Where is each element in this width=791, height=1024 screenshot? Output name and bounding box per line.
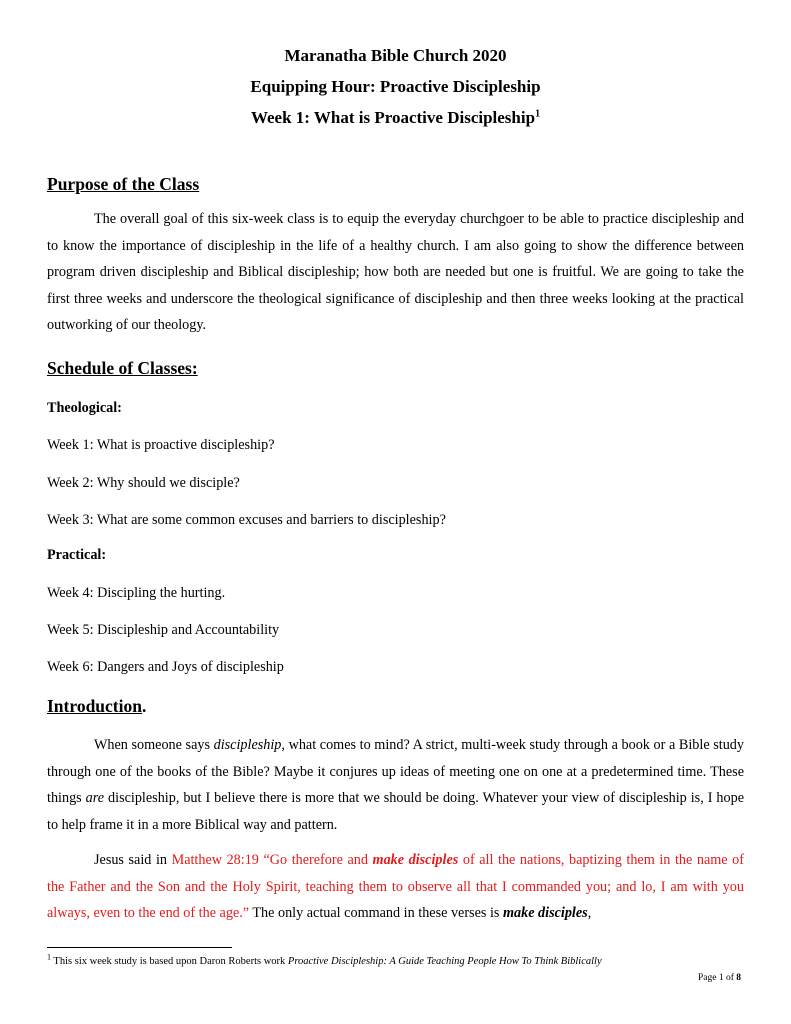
page-number-current: 1 <box>718 973 724 983</box>
page-number-separator: of <box>723 973 737 983</box>
introduction-paragraph-1 <box>47 732 744 838</box>
intro-p1-emphasis-are: are <box>85 790 105 806</box>
schedule-week-4: Week 4: Discipling the hurting. <box>47 585 226 601</box>
scripture-quote-emphasis: make disciples <box>372 852 459 868</box>
intro-p1-text-b: , what comes to mind? A strict, multi-week study through a book or a Bible study through one of the books of the Bible? Maybe it conjures up ideas of meeting one on one at a predetermined time. These things <box>47 737 744 806</box>
intro-p2-emphasis-make-disciples: make disciples <box>502 905 588 921</box>
practical-label: Practical: <box>47 547 107 563</box>
schedule-week-6: Week 6: Dangers and Joys of discipleship <box>47 659 284 675</box>
intro-p1-emphasis-discipleship: discipleship <box>213 737 282 753</box>
footnote <box>47 952 602 967</box>
page-number-total: 8 <box>736 973 741 983</box>
schedule-heading: Schedule of Classes: <box>47 358 198 378</box>
intro-p2-text-b: The only actual command in these verses is <box>249 905 503 921</box>
footnote-ref: 1 <box>535 108 541 120</box>
scripture-quote-part-1: Matthew 28:19 “Go therefore and <box>171 852 373 868</box>
series-title: Equipping Hour: Proactive Discipleship <box>250 77 541 96</box>
week-title-text: Week 1: What is Proactive Discipleship <box>250 108 536 127</box>
page-number-prefix: Page <box>697 973 719 983</box>
purpose-paragraph <box>47 206 744 339</box>
purpose-text: The overall goal of this six-week class is to equip the everyday churchgoer to be able to practice discipleship and to know the importance of discipleship in the life of a healthy church. I am also going to show the difference between program driven discipleship and Biblical discipleship; how both are needed but one is fruitful. We are going to take the first three weeks and underscore the theological significance of discipleship and then three weeks looking at the practical outworking of our theology. <box>47 211 744 333</box>
scripture-quote-part-2: of all the nations, baptizing them in the name of the Father and the Son and the Holy Spirit, teaching them to observe all that I commanded you; and lo, I am with you always, even to the end of the age.” <box>47 852 744 921</box>
page-number <box>698 973 741 983</box>
introduction-heading-text: Introduction <box>47 696 142 716</box>
footnote-book-title: Proactive Discipleship: A Guide Teaching People How To Think Biblically <box>287 956 602 967</box>
introduction-heading-suffix: . <box>141 696 147 716</box>
intro-p2-text-a: Jesus said in <box>94 852 172 868</box>
intro-p2-text-c: , <box>587 905 592 921</box>
theological-label: Theological: <box>47 400 122 416</box>
purpose-heading: Purpose of the Class <box>47 174 200 194</box>
intro-p1-text-a: When someone says <box>94 737 214 753</box>
schedule-week-2: Week 2: Why should we disciple? <box>47 475 240 491</box>
schedule-week-3: Week 3: What are some common excuses and barriers to discipleship? <box>47 512 446 528</box>
schedule-week-1: Week 1: What is proactive discipleship? <box>47 437 275 453</box>
week-title <box>0 102 791 133</box>
introduction-heading <box>47 696 146 717</box>
intro-p1-text-c: discipleship, but I believe there is more that we should be doing. Whatever your view of discipleship is, I hope to help frame it in a more Biblical way and pattern. <box>47 790 744 833</box>
introduction-paragraph-2 <box>47 847 744 927</box>
footnote-number: 1 <box>47 952 51 962</box>
footnote-divider <box>47 947 232 948</box>
schedule-week-5: Week 5: Discipleship and Accountability <box>47 622 280 638</box>
footnote-text: This six week study is based upon Daron Roberts work <box>51 956 288 967</box>
document-title-block <box>0 40 791 133</box>
church-title: Maranatha Bible Church 2020 <box>284 46 507 65</box>
